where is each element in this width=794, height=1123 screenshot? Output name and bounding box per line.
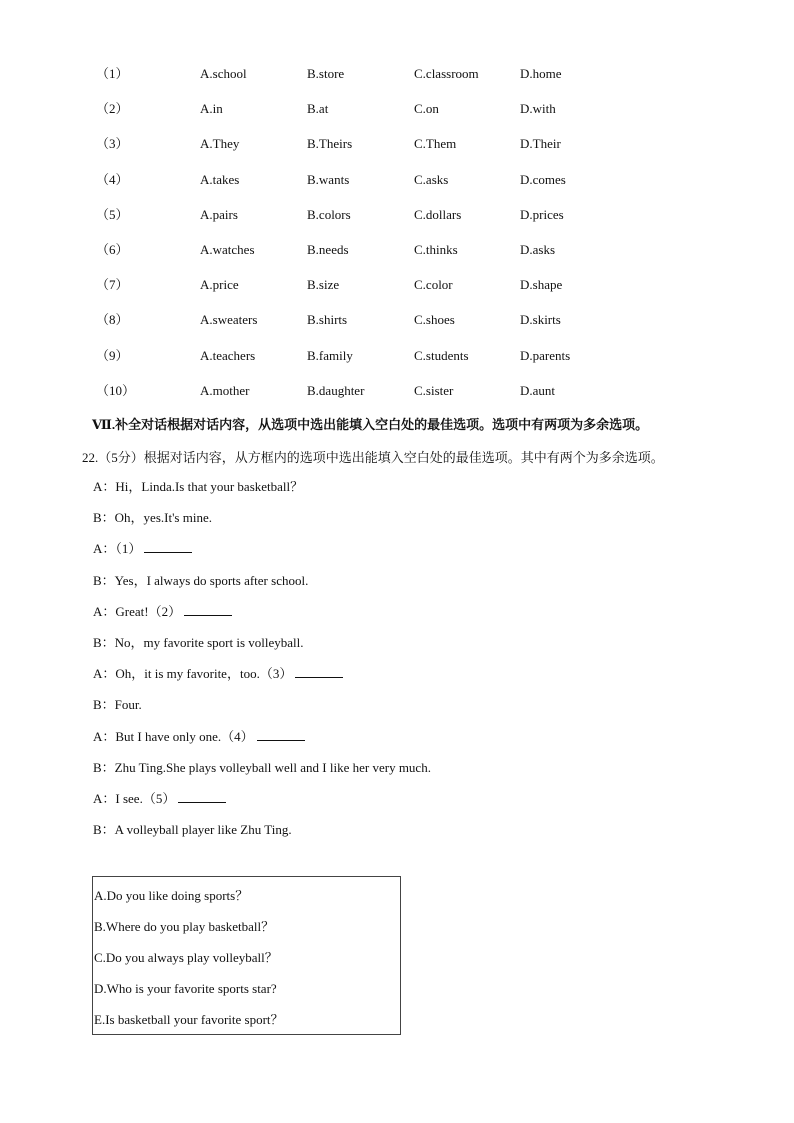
- option-item: E.Is basketball your favorite sport？: [94, 1012, 284, 1027]
- choice-option: C.shoes: [414, 312, 455, 328]
- choice-option: C.students: [414, 347, 469, 363]
- choice-option: B.store: [307, 66, 345, 81]
- choice-option: D.shape: [520, 277, 563, 293]
- choice-row: [0, 240, 794, 260]
- answer-blank[interactable]: [184, 602, 232, 616]
- dialogue-line: [93, 789, 226, 809]
- dialogue-text: B：A volleyball player like Zhu Ting.: [93, 822, 292, 838]
- choice-row: [0, 205, 794, 225]
- option-item: C.Do you always play volleyball？: [94, 950, 278, 965]
- choice-number: （4）: [96, 171, 129, 187]
- dialogue-text: A：But I have only one.（4）: [93, 728, 254, 744]
- choice-row: [0, 381, 794, 401]
- choice-option: D.asks: [520, 242, 556, 257]
- dialogue-line: [93, 820, 292, 840]
- answer-blank[interactable]: [144, 539, 192, 553]
- choice-row: [0, 346, 794, 366]
- dialogue-line: [93, 695, 142, 715]
- answer-blank[interactable]: [257, 727, 305, 741]
- choice-number: （2）: [96, 101, 129, 117]
- choice-option: B.wants: [307, 171, 350, 187]
- choice-option: D.with: [520, 101, 556, 117]
- choice-row: [0, 310, 794, 330]
- dialogue-line: [93, 633, 304, 653]
- choice-number: （7）: [96, 277, 129, 293]
- choice-option: A.teachers: [200, 347, 256, 363]
- choice-row: [0, 275, 794, 295]
- options-box: [92, 876, 401, 1035]
- choice-option: D.Their: [520, 136, 561, 152]
- choice-number: （8）: [96, 312, 129, 328]
- choice-option: B.colors: [307, 206, 351, 222]
- choice-option: D.aunt: [520, 382, 556, 398]
- choice-option: C.thinks: [414, 242, 458, 257]
- choice-option: B.shirts: [307, 312, 348, 328]
- choice-option: A.pairs: [200, 206, 238, 222]
- question-intro: 22.（5分）根据对话内容，从方框内的选项中选出能填入空白处的最佳选项。其中有两个为多余选项。: [82, 450, 664, 465]
- dialogue-text: B：Zhu Ting.She plays volleyball well and I like her very much.: [93, 759, 431, 775]
- choice-row: [0, 64, 794, 84]
- dialogue-text: A：Hi，Linda.Is that your basketball？: [93, 479, 304, 494]
- dialogue-line: [93, 571, 308, 591]
- dialogue-text: A：（1）: [93, 541, 142, 557]
- choice-option: C.asks: [414, 171, 449, 187]
- choice-option: B.daughter: [307, 382, 365, 398]
- choice-option: D.prices: [520, 206, 564, 222]
- dialogue-line: [93, 539, 192, 559]
- choice-option: B.family: [307, 347, 353, 363]
- choice-option: C.Them: [414, 136, 457, 152]
- dialogue-line: [93, 664, 343, 684]
- choice-number: （3）: [96, 136, 129, 152]
- choice-number: （1）: [96, 66, 129, 81]
- choice-row: [0, 99, 794, 119]
- choice-option: A.watches: [200, 242, 255, 257]
- choice-option: A.takes: [200, 171, 240, 187]
- dialogue-text: A：I see.（5）: [93, 791, 176, 806]
- option-item: A.Do you like doing sports？: [94, 888, 249, 903]
- dialogue-line: [93, 477, 303, 497]
- choice-option: B.needs: [307, 242, 349, 257]
- choice-option: D.parents: [520, 347, 571, 363]
- dialogue-line: [93, 602, 232, 622]
- choice-row: [0, 170, 794, 190]
- choice-number: （6）: [96, 242, 129, 257]
- dialogue-line: [93, 508, 212, 528]
- answer-blank[interactable]: [178, 789, 226, 803]
- choice-number: （10）: [96, 382, 136, 398]
- choice-row: [0, 134, 794, 154]
- dialogue-text: A：Great!（2）: [93, 603, 182, 619]
- choice-option: B.at: [307, 101, 329, 117]
- option-item: B.Where do you play basketball？: [94, 919, 275, 934]
- dialogue-text: A：Oh，it is my favorite，too.（3）: [93, 666, 293, 682]
- option-item: D.Who is your favorite sports star?: [94, 981, 277, 996]
- choice-number: （5）: [96, 206, 129, 222]
- choice-number: （9）: [96, 347, 129, 363]
- dialogue-line: [93, 758, 431, 778]
- section-heading: Ⅶ.补全对话根据对话内容，从选项中选出能填入空白处的最佳选项。选项中有两项为多余选项。: [92, 417, 649, 432]
- choice-option: D.home: [520, 66, 562, 81]
- dialogue-text: B：Oh，yes.It's mine.: [93, 510, 212, 526]
- choice-option: B.Theirs: [307, 136, 353, 152]
- choice-option: A.in: [200, 101, 223, 117]
- choice-option: B.size: [307, 277, 340, 293]
- choice-option: A.sweaters: [200, 312, 258, 328]
- choice-option: C.dollars: [414, 206, 462, 222]
- choice-option: A.mother: [200, 382, 250, 398]
- choice-option: C.sister: [414, 382, 454, 398]
- dialogue-line: [93, 727, 305, 747]
- choice-option: D.skirts: [520, 312, 561, 328]
- dialogue-text: B：Four.: [93, 697, 142, 713]
- choice-option: A.They: [200, 136, 240, 152]
- choice-option: C.on: [414, 101, 439, 117]
- choice-option: D.comes: [520, 171, 566, 187]
- choice-option: A.school: [200, 66, 247, 81]
- answer-blank[interactable]: [295, 664, 343, 678]
- choice-option: C.color: [414, 277, 453, 293]
- dialogue-text: B：No，my favorite sport is volleyball.: [93, 635, 304, 650]
- choice-option: A.price: [200, 277, 239, 293]
- choice-option: C.classroom: [414, 66, 479, 81]
- dialogue-text: B：Yes，I always do sports after school.: [93, 572, 309, 588]
